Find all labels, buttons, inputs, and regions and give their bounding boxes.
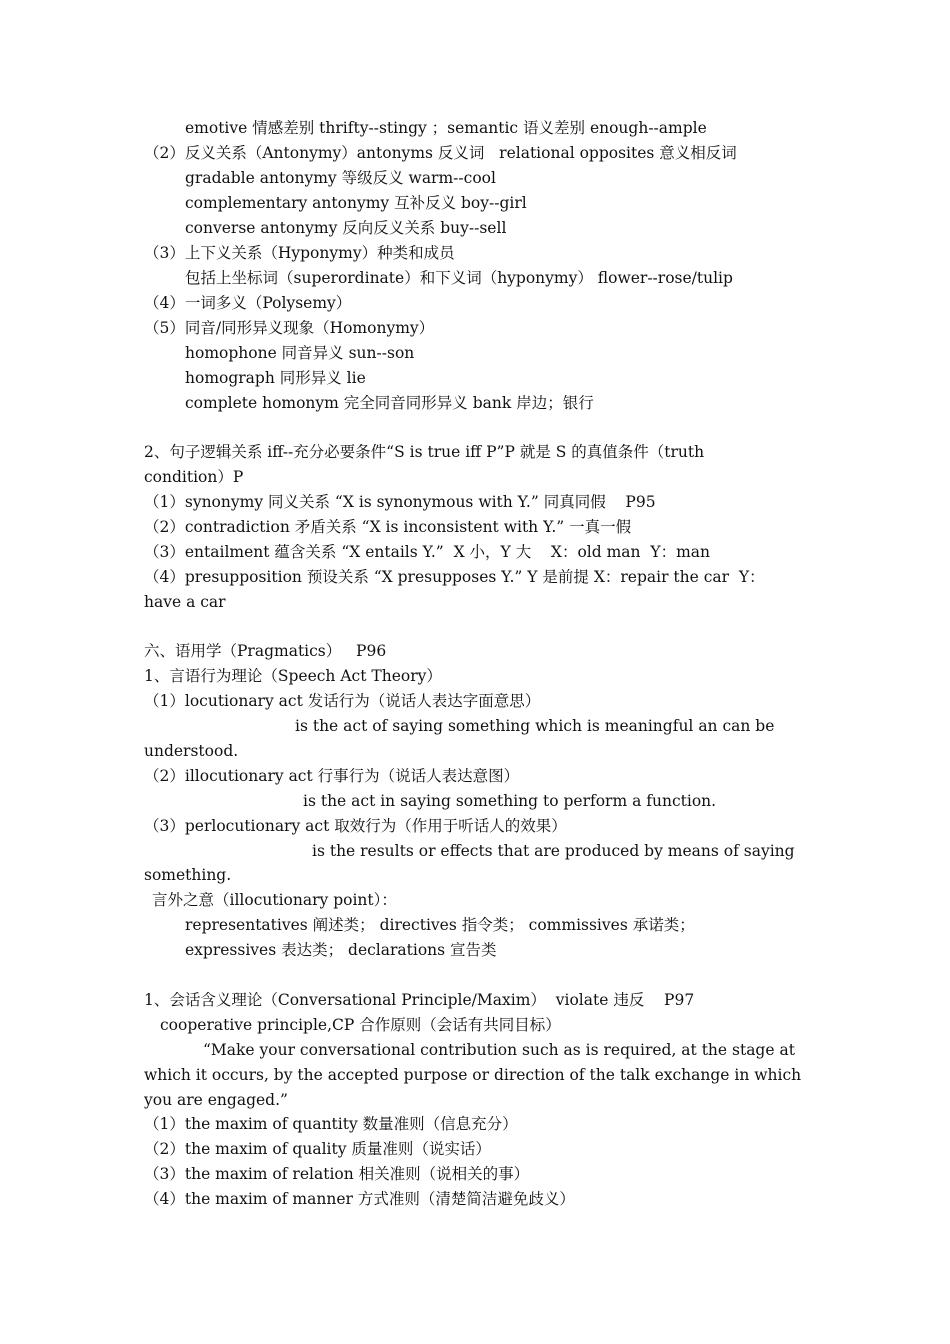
list-item-polysemy: （4）一词多义（Polysemy） — [144, 294, 352, 312]
text-line: representatives 阐述类； directives 指令类； commissives 承诺类； — [185, 916, 695, 934]
list-item-quantity: （1）the maxim of quantity 数量准则（信息充分） — [144, 1115, 518, 1133]
quote-line: you are engaged.” — [144, 1091, 288, 1109]
text-line: have a car — [144, 593, 226, 611]
text-line: expressives 表达类； declarations 宣告类 — [185, 941, 497, 959]
list-item-synonymy: （1）synonymy 同义关系 “X is synonymous with Y.” 同真同假 P95 — [144, 493, 656, 511]
text-line: understood. — [144, 742, 239, 760]
list-item-locutionary: （1）locutionary act 发话行为（说话人表达字面意思） — [144, 692, 541, 710]
text-line: converse antonymy 反向反义关系 buy--sell — [185, 219, 507, 237]
subheading-conversational: 1、会话含义理论（Conversational Principle/Maxim） violate 违反 P97 — [144, 991, 695, 1009]
text-line: gradable antonymy 等级反义 warm--cool — [185, 169, 496, 187]
text-line: 言外之意（illocutionary point）： — [152, 891, 397, 909]
text-line: something. — [144, 866, 232, 884]
list-item-illocutionary: （2）illocutionary act 行事行为（说话人表达意图） — [144, 767, 520, 785]
text-line: condition）P — [144, 468, 244, 486]
list-item-hyponymy: （3）上下义关系（Hyponymy）种类和成员 — [144, 244, 455, 262]
list-item-entailment: （3）entailment 蕴含关系 “X entails Y.” X 小，Y 大 X：old man Y：man — [144, 543, 711, 561]
text-line: 包括上坐标词（superordinate）和下义词（hyponymy） flower--rose/tulip — [185, 269, 733, 287]
text-line: complete homonym 完全同音同形异义 bank 岸边；银行 — [185, 394, 594, 412]
text-line: is the act in saying something to perform a function. — [303, 792, 717, 810]
section-heading-pragmatics: 六、语用学（Pragmatics） P96 — [144, 642, 387, 660]
section-heading-logic: 2、句子逻辑关系 iff--充分必要条件“S is true iff P”P 就是 S 的真值条件（truth — [144, 443, 705, 461]
quote-line: “Make your conversational contribution such as is required, at the stage at — [203, 1041, 795, 1059]
list-item-homonymy: （5）同音/同形异义现象（Homonymy） — [144, 319, 435, 337]
list-item-manner: （4）the maxim of manner 方式准则（清楚简洁避免歧义） — [144, 1190, 575, 1208]
subheading-speech-act: 1、言语行为理论（Speech Act Theory） — [144, 667, 442, 685]
text-line: cooperative principle,CP 合作原则（会话有共同目标） — [160, 1016, 561, 1034]
list-item-presupposition: （4）presupposition 预设关系 “X presupposes Y.” Y 是前提 X：repair the car Y： — [144, 568, 765, 586]
list-item-contradiction: （2）contradiction 矛盾关系 “X is inconsistent with Y.” 一真一假 — [144, 518, 632, 536]
text-line: complementary antonymy 互补反义 boy--girl — [185, 194, 527, 212]
quote-line: which it occurs, by the accepted purpose or direction of the talk exchange in which — [144, 1066, 802, 1084]
text-line: emotive 情感差别 thrifty--stingy ；semantic 语义差别 enough--ample — [185, 119, 707, 137]
list-item-perlocutionary: （3）perlocutionary act 取效行为（作用于听话人的效果） — [144, 817, 567, 835]
text-line: homograph 同形异义 lie — [185, 369, 366, 387]
text-line: homophone 同音异义 sun--son — [185, 344, 415, 362]
text-line: is the act of saying something which is meaningful an can be — [295, 717, 775, 735]
text-line: is the results or effects that are produced by means of saying — [312, 842, 795, 860]
list-item-relation: （3）the maxim of relation 相关准则（说相关的事） — [144, 1165, 530, 1183]
list-item-antonymy: （2）反义关系（Antonymy）antonyms 反义词 relational opposites 意义相反词 — [144, 144, 737, 162]
list-item-quality: （2）the maxim of quality 质量准则（说实话） — [144, 1140, 491, 1158]
